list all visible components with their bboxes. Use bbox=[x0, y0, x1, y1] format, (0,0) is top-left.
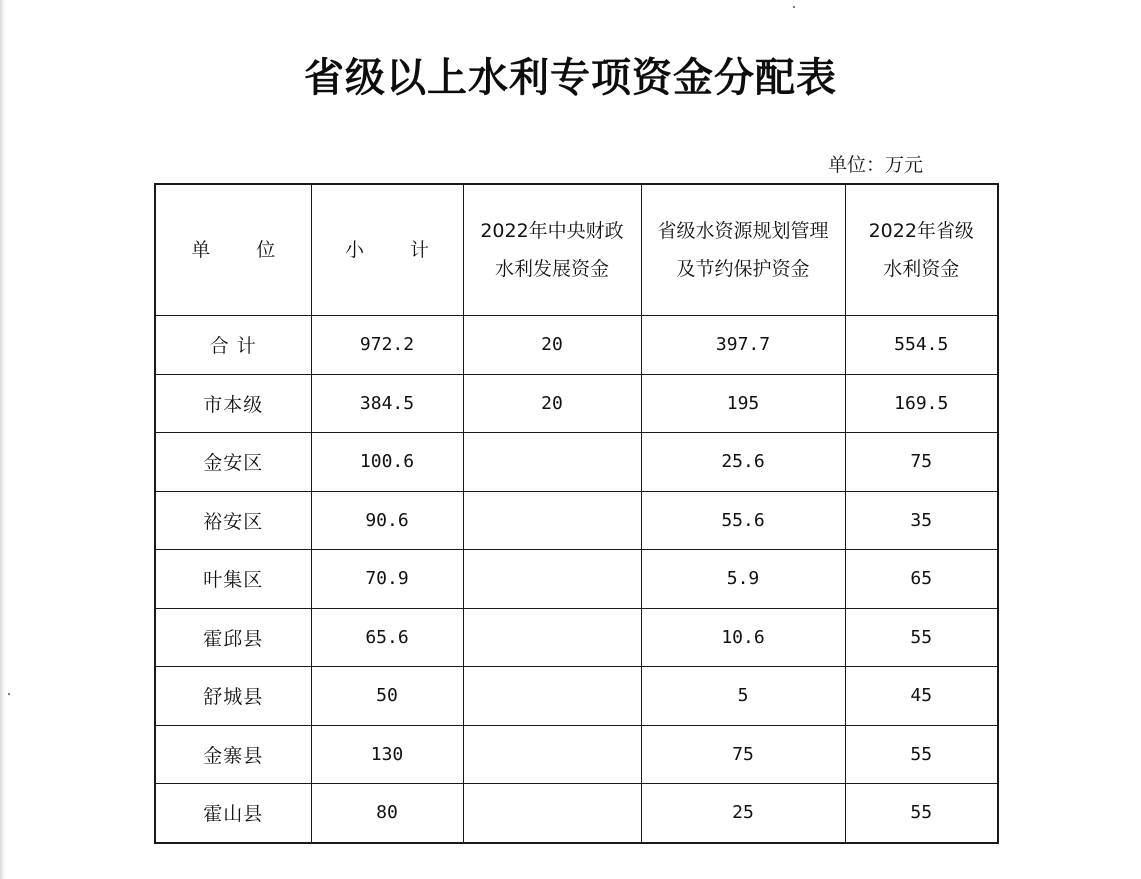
table-row bbox=[155, 725, 998, 784]
table-row bbox=[155, 491, 998, 550]
cell-subtotal: 80 bbox=[311, 784, 463, 843]
cell-water-resources: 75 bbox=[641, 725, 845, 784]
scan-speck bbox=[793, 6, 795, 8]
cell-central bbox=[463, 433, 641, 492]
cell-water-resources: 25 bbox=[641, 784, 845, 843]
cell-unit: 市本级 bbox=[155, 374, 311, 433]
cell-provincial: 55 bbox=[845, 608, 998, 667]
cell-water-resources: 5.9 bbox=[641, 550, 845, 609]
cell-unit: 霍邱县 bbox=[155, 608, 311, 667]
cell-provincial: 35 bbox=[845, 491, 998, 550]
cell-central bbox=[463, 725, 641, 784]
cell-water-resources: 55.6 bbox=[641, 491, 845, 550]
cell-subtotal: 50 bbox=[311, 667, 463, 726]
header-central-fund-line2: 水利发展资金 bbox=[494, 258, 609, 280]
cell-subtotal: 130 bbox=[311, 725, 463, 784]
header-water-resources-fund-line2: 及节约保护资金 bbox=[676, 258, 810, 280]
cell-provincial: 45 bbox=[845, 667, 998, 726]
cell-subtotal: 384.5 bbox=[311, 374, 463, 433]
cell-provincial: 55 bbox=[845, 725, 998, 784]
header-unit: 单 位 bbox=[155, 184, 311, 316]
cell-unit: 金安区 bbox=[155, 433, 311, 492]
cell-unit: 合 计 bbox=[155, 316, 311, 375]
header-provincial-fund-line1: 2022年省级 bbox=[868, 220, 974, 242]
cell-provincial: 554.5 bbox=[845, 316, 998, 375]
header-subtotal: 小 计 bbox=[311, 184, 463, 316]
cell-water-resources: 10.6 bbox=[641, 608, 845, 667]
cell-central: 20 bbox=[463, 316, 641, 375]
cell-provincial: 65 bbox=[845, 550, 998, 609]
table-body bbox=[155, 316, 998, 843]
cell-subtotal: 70.9 bbox=[311, 550, 463, 609]
cell-unit: 舒城县 bbox=[155, 667, 311, 726]
cell-central bbox=[463, 784, 641, 843]
cell-water-resources: 25.6 bbox=[641, 433, 845, 492]
cell-subtotal: 90.6 bbox=[311, 491, 463, 550]
cell-subtotal: 100.6 bbox=[311, 433, 463, 492]
page-title: 省级以上水利专项资金分配表 bbox=[304, 55, 837, 101]
cell-water-resources: 5 bbox=[641, 667, 845, 726]
table-row bbox=[155, 433, 998, 492]
header-central-fund-line1: 2022年中央财政 bbox=[480, 220, 624, 242]
cell-central bbox=[463, 491, 641, 550]
header-provincial-fund bbox=[845, 184, 998, 316]
cell-water-resources: 195 bbox=[641, 374, 845, 433]
scan-speck bbox=[8, 693, 10, 695]
cell-central: 20 bbox=[463, 374, 641, 433]
cell-unit: 霍山县 bbox=[155, 784, 311, 843]
cell-provincial: 169.5 bbox=[845, 374, 998, 433]
table-row bbox=[155, 550, 998, 609]
table-row bbox=[155, 316, 998, 375]
cell-unit: 金寨县 bbox=[155, 725, 311, 784]
table-header bbox=[155, 184, 998, 316]
cell-unit: 叶集区 bbox=[155, 550, 311, 609]
cell-central bbox=[463, 550, 641, 609]
cell-water-resources: 397.7 bbox=[641, 316, 845, 375]
cell-subtotal: 65.6 bbox=[311, 608, 463, 667]
page-edge-shadow bbox=[0, 0, 6, 879]
table-row bbox=[155, 374, 998, 433]
cell-provincial: 55 bbox=[845, 784, 998, 843]
header-provincial-fund-line2: 水利资金 bbox=[883, 258, 960, 280]
table-row bbox=[155, 667, 998, 726]
cell-subtotal: 972.2 bbox=[311, 316, 463, 375]
table-row bbox=[155, 608, 998, 667]
cell-central bbox=[463, 667, 641, 726]
cell-central bbox=[463, 608, 641, 667]
header-water-resources-fund-line1: 省级水资源规划管理 bbox=[657, 220, 829, 242]
table-row bbox=[155, 784, 998, 843]
header-central-fund bbox=[463, 184, 641, 316]
cell-provincial: 75 bbox=[845, 433, 998, 492]
header-water-resources-fund bbox=[641, 184, 845, 316]
allocation-table bbox=[154, 183, 999, 844]
cell-unit: 裕安区 bbox=[155, 491, 311, 550]
header-row bbox=[155, 184, 998, 316]
unit-note: 单位：万元 bbox=[828, 154, 924, 176]
